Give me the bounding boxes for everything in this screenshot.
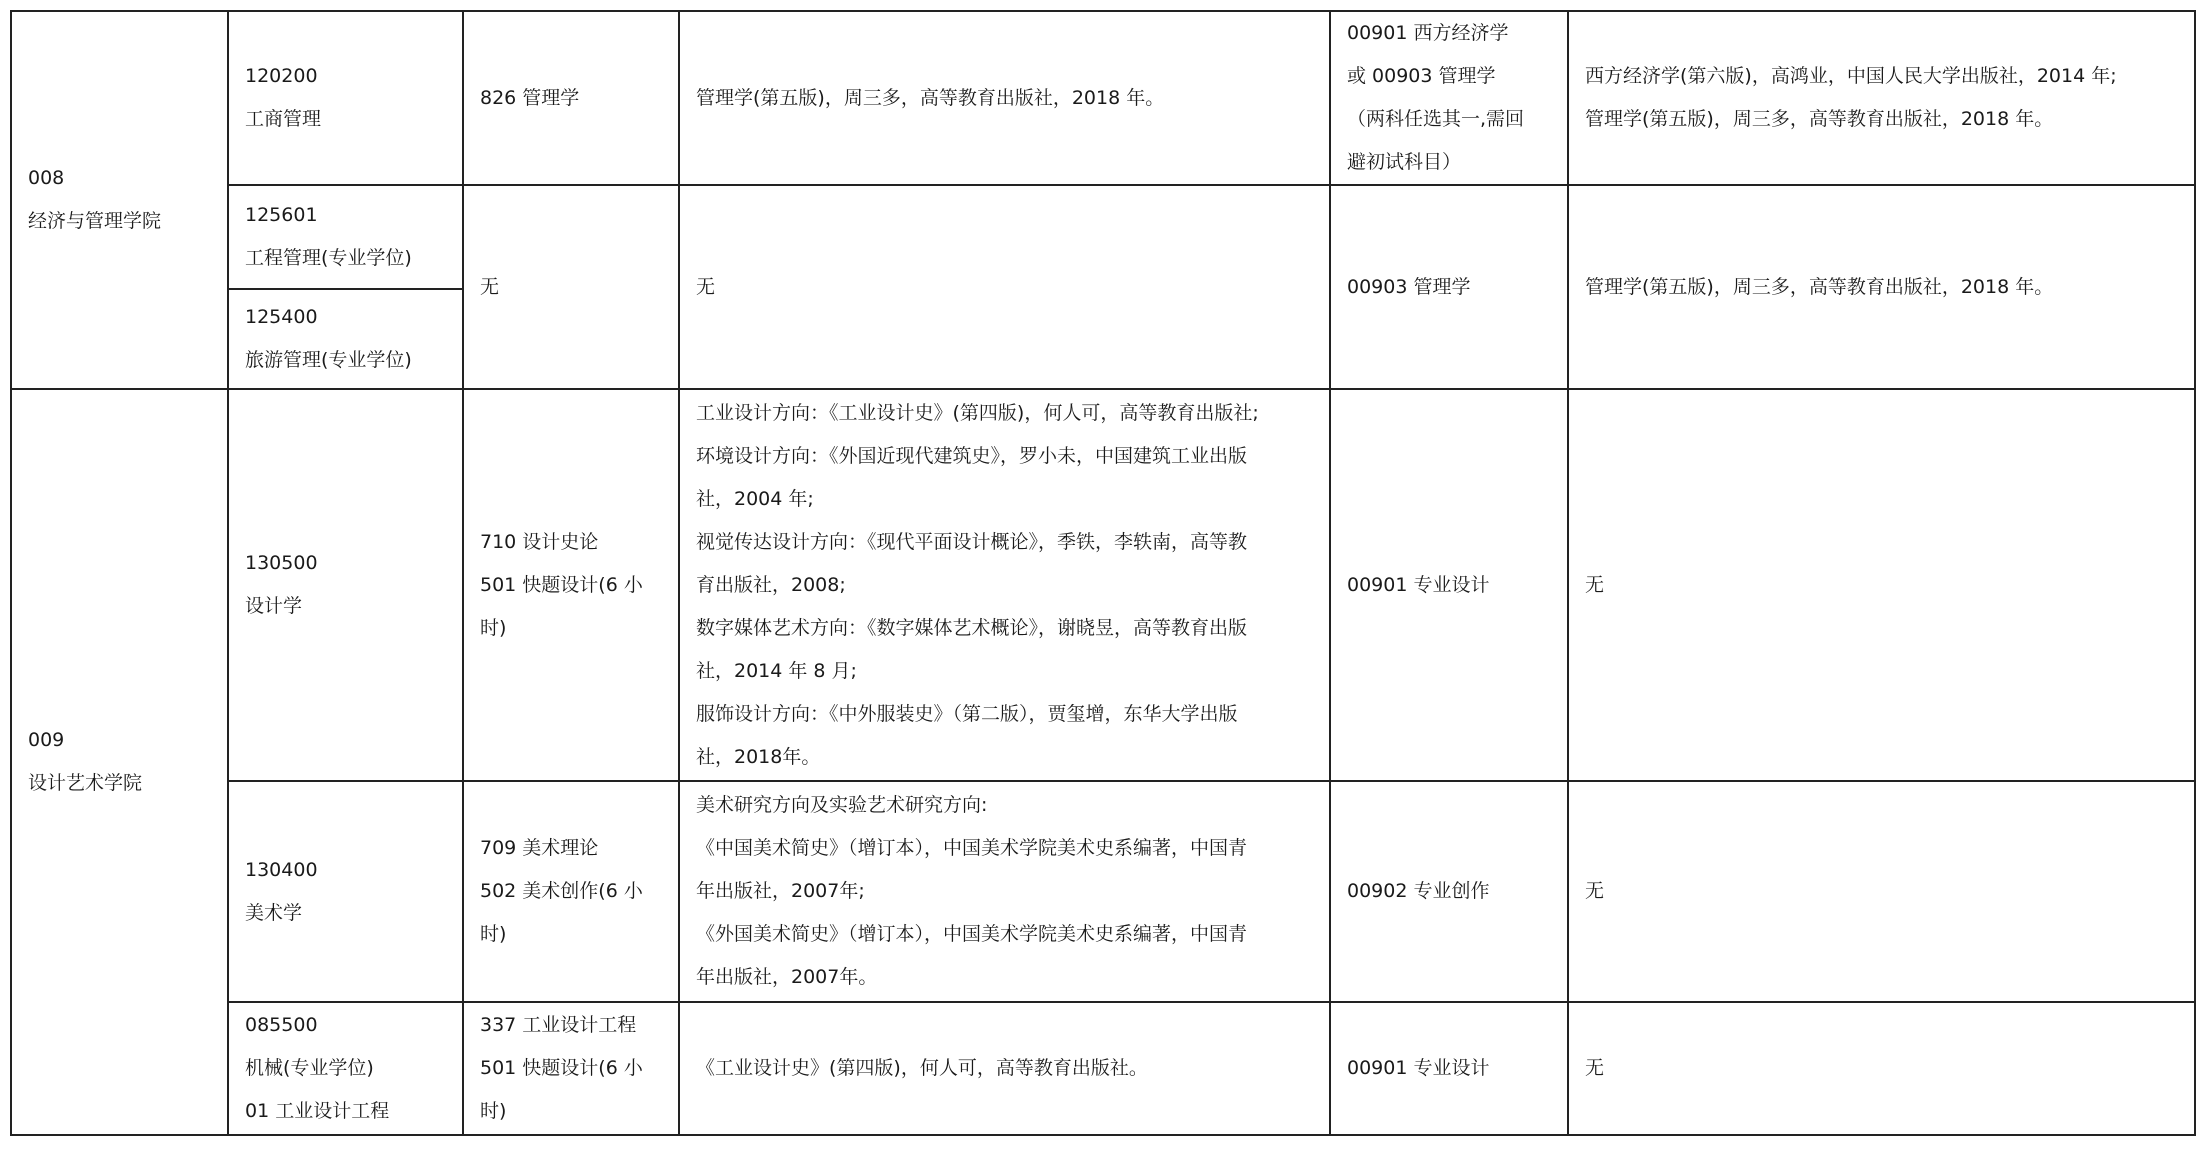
- retest-books-cell: 管理学(第五版)，周三多，高等教育出版社，2018 年。: [1568, 185, 2195, 389]
- retest-books-cell: 西方经济学(第六版)，高鸿业，中国人民大学出版社，2014 年; 管理学(第五版)，周三多，高等教育出版社，2018 年。: [1568, 11, 2195, 185]
- exam-table: [10, 10, 2196, 1136]
- retest-books-cell: 无: [1568, 781, 2195, 1002]
- major-cell: 125400 旅游管理(专业学位): [228, 289, 463, 389]
- major-cell: 085500 机械(专业学位) 01 工业设计工程: [228, 1002, 463, 1135]
- retest-cell: 00901 专业设计: [1330, 389, 1568, 781]
- books-cell: 无: [679, 185, 1330, 389]
- college-name: 设计艺术学院: [28, 772, 143, 794]
- retest-cell: 00903 管理学: [1330, 185, 1568, 389]
- college-name: 经济与管理学院: [28, 210, 162, 232]
- college-code: 008: [28, 167, 65, 189]
- books-cell: 《工业设计史》(第四版)，何人可，高等教育出版社。: [679, 1002, 1330, 1135]
- retest-books-cell: 无: [1568, 1002, 2195, 1135]
- major-cell: 130500 设计学: [228, 389, 463, 781]
- subject-cell: 无: [463, 185, 679, 389]
- major-cell: 130400 美术学: [228, 781, 463, 1002]
- table-row: [11, 1002, 2195, 1135]
- retest-cell: 00901 专业设计: [1330, 1002, 1568, 1135]
- table-row: [11, 11, 2195, 185]
- books-cell: 美术研究方向及实验艺术研究方向: 《中国美术简史》（增订本），中国美术学院美术史系编著，中国青 年出版社，2007年; 《外国美术简史》（增订本），中国美术学院美术史系编著，中国青 年出版社，2007年。: [679, 781, 1330, 1002]
- table-row: [11, 389, 2195, 781]
- college-code: 009: [28, 729, 65, 751]
- books-cell: 管理学(第五版)，周三多，高等教育出版社，2018 年。: [679, 11, 1330, 185]
- retest-cell: 00901 西方经济学 或 00903 管理学 （两科任选其一,需回 避初试科目）: [1330, 11, 1568, 185]
- major-cell: 125601 工程管理(专业学位): [228, 185, 463, 289]
- college-cell: [11, 389, 228, 1135]
- table-row: [11, 781, 2195, 1002]
- books-cell: 工业设计方向：《工业设计史》(第四版)，何人可，高等教育出版社; 环境设计方向：《外国近现代建筑史》，罗小未，中国建筑工业出版 社，2004 年; 视觉传达设计方向：《现代平面设计概论》，季铁，李轶南，高等教 育出版社，2008; 数字媒体艺术方向：《数字媒体艺术概论》，谢晓昱，高等教育出版 社，2014 年 8 月; 服饰设计方向：《中外服装史》（第二版），贾玺增，东华大学出版 社，2018年。: [679, 389, 1330, 781]
- retest-books-cell: 无: [1568, 389, 2195, 781]
- college-cell: [11, 11, 228, 389]
- subject-cell: 337 工业设计工程 501 快题设计(6 小 时): [463, 1002, 679, 1135]
- subject-cell: 826 管理学: [463, 11, 679, 185]
- retest-cell: 00902 专业创作: [1330, 781, 1568, 1002]
- subject-cell: 710 设计史论 501 快题设计(6 小 时): [463, 389, 679, 781]
- subject-cell: 709 美术理论 502 美术创作(6 小 时): [463, 781, 679, 1002]
- major-cell: 120200 工商管理: [228, 11, 463, 185]
- table-row: [11, 185, 2195, 289]
